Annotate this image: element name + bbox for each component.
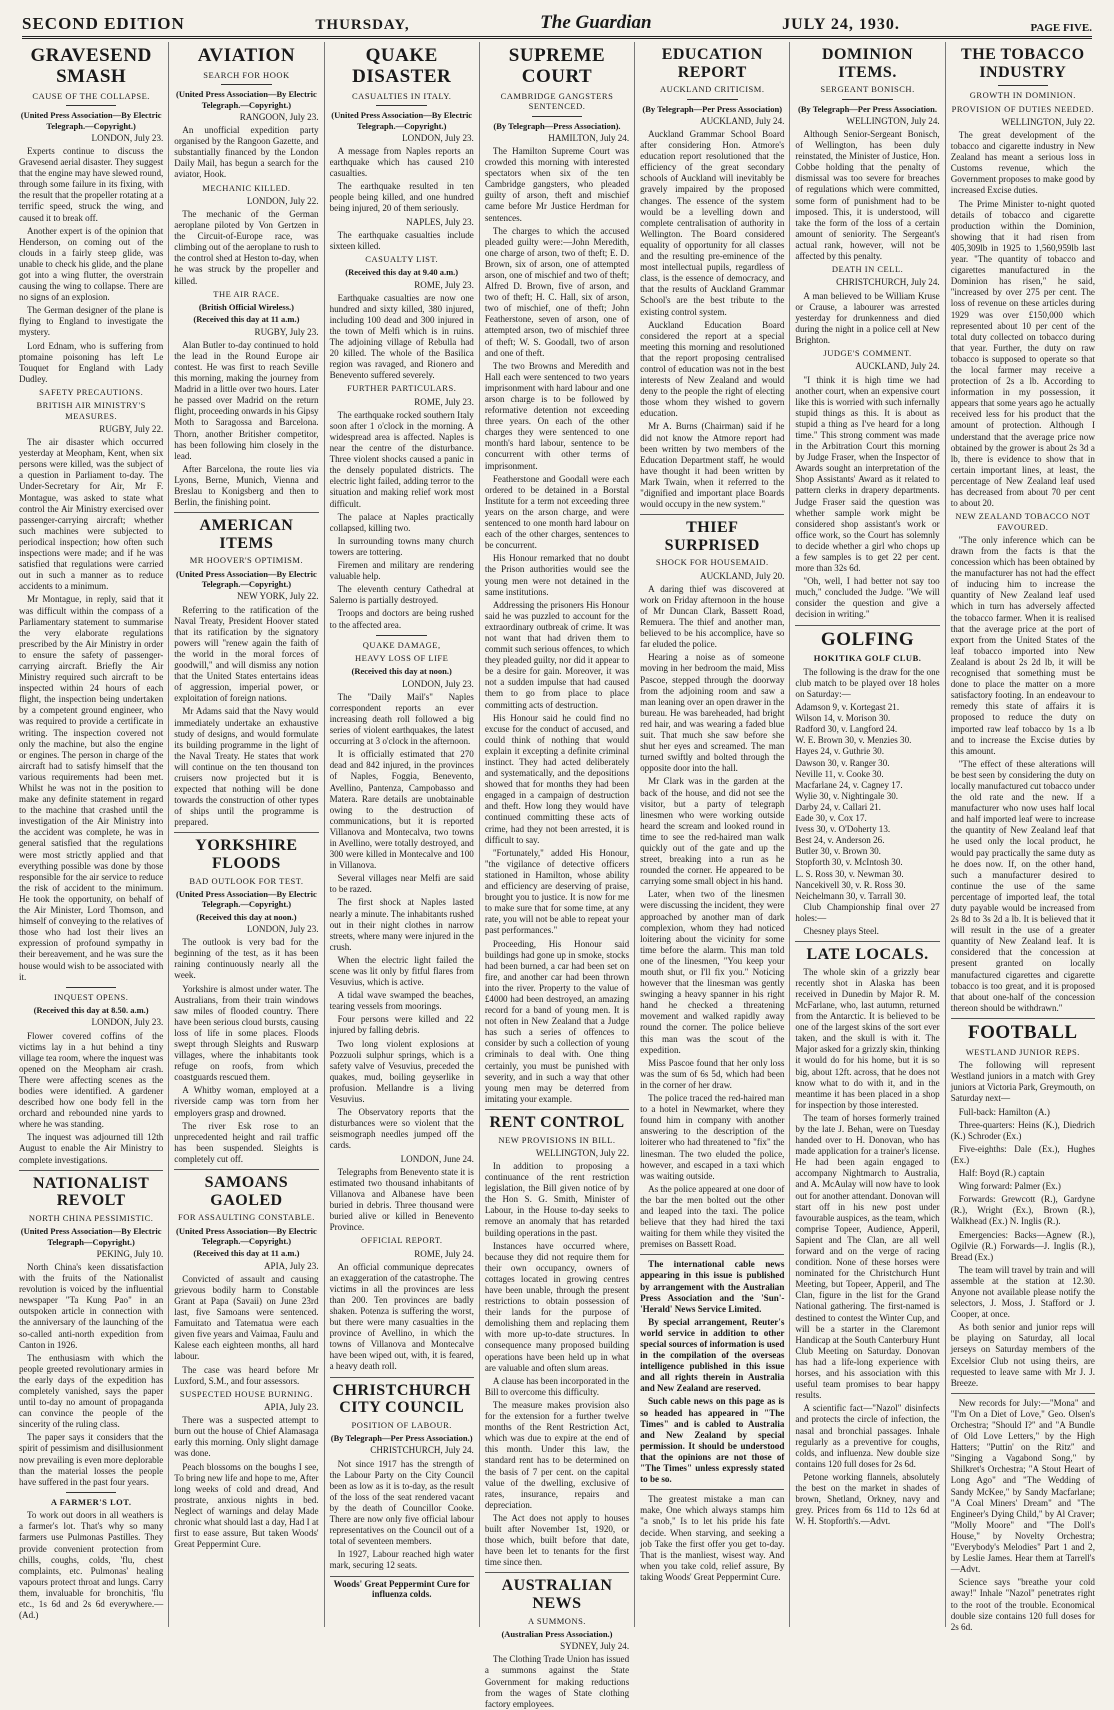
paragraph: In 1927, Labour reached high water mark, securing 12 seats. — [329, 1549, 474, 1571]
article-columns — [14, 42, 1100, 1709]
dateline: NEW YORK, July 22. — [236, 591, 319, 602]
subheadline: SHOCK FOR HOUSEMAID. — [655, 557, 769, 568]
subheadline: BAD OUTLOOK FOR TEST. — [189, 875, 304, 886]
dateline: CHRISTCHURCH, July 24. — [836, 277, 940, 288]
paragraph: Forwards: Grewcott (R.), Gardyne (R.), Wright (Ex.), Brown (R.), Walkhead (Ex.) N. Inglis (R.). — [950, 1194, 1095, 1227]
subheadline: POSITION OF LABOUR. — [351, 1419, 452, 1430]
paragraph: The mechanic of the German aeroplane piloted by Von Gertzen in the Circuit-of-Europe race, was climbing out of the aeroplane to rush to the control shed at Heston to-day, when he was struck by the propeller and killed. — [174, 208, 319, 286]
headline-football: FOOTBALL — [968, 1021, 1078, 1043]
weekday: THURSDAY, — [315, 17, 410, 33]
paragraph: The river Esk rose to an unprecedented height and rail traffic has been suspended. Sleights is completely cut off. — [174, 1120, 319, 1164]
golf-draw-list — [795, 702, 939, 902]
divider — [376, 105, 426, 106]
wire-credit: (United Press Association—By Electric Telegraph.—Copyright.) — [176, 1225, 317, 1246]
wire-credit: (United Press Association—By Electric Telegraph.—Copyright.) — [20, 110, 162, 131]
paragraph: "The only inference which can be drawn from the facts is that the concession which has been obtained by the manufacturer has not had the effect of inducing him to increase the quantity of New Zealand leaf used which in turn has adversely affected the tobacco farmer. When it is realised that the average price at the port of export from the United States of the leaf tobacco imported into New Zealand is about 2s 2d lb, it will be recognised that something must be done to place the matter on a more satisfactory footing. In an endeavour to remedy this state of affairs it is proposed to reduce the duty on imported raw leaf tobacco by 1s a lb and to increase the Excise duties by this amount. — [950, 534, 1095, 756]
list-item: Darby 24, v. Callari 21. — [795, 801, 881, 812]
list-item: Adamson 9, v. Kortegast 21. — [795, 702, 900, 713]
paragraph: North China's keen dissatisfaction with the fruits of the Nationalist revolution is voiced by the influential newspaper "Ta Kung Pao" in an outspoken article in connection with the anniversary of the launching of the so-called anti-north expedition from Canton in 1926. — [19, 1261, 164, 1350]
edition-label: SECOND EDITION — [22, 14, 185, 33]
list-item: Radford 30, v. Langford 24. — [795, 724, 898, 735]
headline-american-items: AMERICAN ITEMS — [199, 517, 294, 552]
headline-supreme-court: SUPREME COURT — [508, 45, 606, 87]
dateline: WELLINGTON, July 22. — [1001, 116, 1095, 127]
paragraph: The team of horses formerly trained by the late J. Behan, were on Tuesday handed over to H. Donovan, who has made application for a trainer's license. He had been again engaged to accompany Nightmarch to Australia, and A. McAulay will now have to look out for another attendant. Donovan will start off in his new post under favourable auspices, as the team, which comprise Topeer, Audience, Apperil, Sapient and The Clan, are all well forward and on the verge of racing condition. None of these horses were nominated for the Christchurch Hunt Meeting, but Topeer, Apperil, and The Clan, figure in the list for the Grand National gathering. The first-named is destined to contest the Winter Cup, and will be a starter in the Claremont Handicap at the South Canterbury Hunt Club Meeting on Saturday. Donovan has had a life-long experience with horses, and his association with this useful team promises to bear happy results. — [795, 1112, 940, 1401]
list-item: Hayes 24, v. Guthrie 30. — [795, 746, 884, 757]
paragraph: Experts continue to discuss the Gravesend aerial disaster. They suggest that the engine may have slewed round, through some failure in its fixing, with the result that the propeller rotating at a terrific speed, struck the wing, and caused it to break off. — [19, 145, 164, 223]
dateline: LONDON, July 23. — [402, 678, 474, 689]
divider — [485, 1109, 629, 1110]
received-note: (Received this day at noon.) — [196, 911, 297, 922]
divider — [951, 1018, 1095, 1019]
paragraph: The "Daily Mail's" Naples correspondent reports an ever increasing death roll followed a big series of violent earthquakes, the latest occurring at 3 o'clock in the afternoon. — [329, 691, 474, 747]
dateline: LONDON, July 23. — [402, 132, 474, 143]
headline-dominion-items: DOMINION ITEMS. — [821, 46, 914, 81]
paragraph: A Whitby woman, employed at a riverside camp was torn from her employers grasp and drowned. — [174, 1085, 319, 1118]
paragraph: Mr Montague, in reply, said that it was difficult within the compass of a Parliamentary statement to summarise the very elaborate regulations prescribed by the Air Ministry in order to ensure the safety of passenger-carrying aircraft. Briefly the Air Ministry required such aircraft to be inspected within 24 hours of each flight, the inspection being undertaken by a competent ground engineer, who was required to provide a certificate in writing. The inspection covered not only the machine, but also the engine or engines. The person in charge of the aircraft had to satisfy himself that the various requirements had been met. Whilst he was not in the position to make any definite statement in regard to the machine that crashed until the investigation of the Air Ministry into the accident was complete, he was in general satisfied that the regulations were most strictly applied and that everything possible was done by those responsible for the air service to reduce the risk of accident to the minimum. He took the opportunity, on behalf of the Air Minister, Lord Thomson, and himself of conveying to the relatives of those who had lost their lives an expression of profound sympathy in their bereavement, and he was sure the house would wish to be associated with it. — [19, 594, 164, 982]
paragraph: Flower covered coffins of the victims lay in a hut behind a tiny village tea room, where the inquest was opened on the Meopham air crash. There were affecting scenes as the bodies were identified. A gardener described how one body fell in the orchard and rebounded nine yards to where he was standing. — [19, 1030, 164, 1130]
paragraph: "I think it is high time we had another court, when an expensive court like this is worried with such infernally stupid things as this. It is about as stupid a thing as I've heard for a long time." This strong comment was made in the Arbitration Court this morning by Judge Fraser, when the Inspector of Awards sought an interpretation of the Shop Assistants' Award as it related to pattern clerks in drapery departments. Judge Fraser said the question was whether sample work might be considered shop assistant's work or office work, so the Court has solemnly to decide whether a girl who chops up a few samples is to get 22 per cent. more than 32s 6d. — [795, 374, 940, 574]
paragraph: Not since 1917 has the strength of the Labour Party on the City Council been as low as it is to-day, as the result of the loss of the seat rendered vacant by the death of Councillor Cooke. There are now only five official labour representatives on the Council out of a total of seventeen members. — [329, 1458, 474, 1547]
paragraph: The earthquake rocked southern Italy soon after 1 o'clock in the morning. A widespread area is affected. Naples is near the centre of the disturbance. Three violent shocks caused a panic in the densely populated districts. The electric light failed, adding terror to the situation and making relief work most difficult. — [329, 409, 474, 509]
newspaper-name: The Guardian — [540, 12, 652, 33]
headline-nationalist-revolt: NATIONALIST REVOLT — [32, 1174, 150, 1210]
paragraph: Another expert is of the opinion that Henderson, on coming out of the clouds in a fairly steep glide, was unable to check his glide, and the plane got into a wing flutter, the overstrain causing the wing to collapse. There are no signs of an explosion. — [19, 225, 164, 303]
cable-notice: The international cable news appearing in this issue is published by arrangement with the Australian Press Association and the 'Sun'-'Herald' News Service Limited. — [640, 1259, 785, 1314]
subheadline: OFFICIAL REPORT. — [360, 1235, 443, 1246]
dateline: AUCKLAND, July 24. — [700, 115, 785, 126]
subheadline: SAFETY PRECAUTIONS. — [39, 386, 144, 397]
paragraph: An official communique deprecates an exaggeration of the catastrophe. The victims in all the provinces are less than 200. Ten provinces are badly shaken. Potenza is suffering the worst, but there were many casualties in the province of Avellino, in which the towns of Villanova and Montecalve have been wiped out, with, it is feared, a heavy death roll. — [329, 1261, 474, 1372]
divider — [330, 1377, 474, 1378]
dateline: RANGOON, July 23. — [239, 111, 319, 122]
paragraph: Miss Pascoe found that her only loss was the sum of 6s 5d, which had been in the corner of her draw. — [640, 1057, 785, 1090]
divider — [795, 941, 939, 942]
paragraph: The earthquake resulted in ten people being killed, and one hundred being injured, 20 of them seriously. — [329, 181, 474, 214]
subheadline: INQUEST OPENS. — [53, 991, 129, 1002]
paragraph: The Clothing Trade Union has issued a summons against the State Government for making reductions from the wages of State clothing factory employees. — [484, 1654, 630, 1709]
dateline: APIA, July 23. — [263, 1402, 319, 1413]
wire-credit: (United Press Association—By Electric Telegraph.—Copyright.) — [176, 89, 317, 110]
dateline: PEKING, July 10. — [96, 1248, 164, 1259]
subheadline: NORTH CHINA PESSIMISTIC. — [28, 1212, 154, 1223]
advertisement: A scientific fact—"Nazol" disinfects and protects the circle of infection, the nasal and bronchial passages. Inhale regularly as a preventive for coughs, colds, and influenza. New double size contains 120 full doses for 2s 6d. — [795, 1403, 940, 1469]
paragraph: Club Championship final over 27 holes:— — [795, 901, 940, 923]
subheadline: BRITISH AIR MINISTRY'S MEASURES. — [36, 400, 146, 421]
wire-credit: (By Telegraph—Per Press Association) — [642, 103, 783, 114]
advertisement: Woods' Great Peppermint Cure for influenza colds. — [330, 1576, 474, 1601]
paragraph: The great development of the tobacco and cigarette industry in New Zealand has meant a serious loss in Customs revenue, which the Government proposes to make good by increased Excise duties. — [950, 130, 1095, 196]
divider — [485, 1572, 629, 1573]
advertisement: The greatest mistake a man can make, One which always stamps him "a snob," Is to let his pride his fate decide. When starving, and seeking a job Take the first offer you get to-day. That is the manliest, wisest way. And when you take cold, relief assure, By taking Woods' Great Peppermint Cure. — [640, 1494, 785, 1582]
divider — [174, 832, 318, 833]
subheadline: SERGEANT BONISCH. — [820, 84, 915, 95]
advertisement: Peach blossoms on the boughs I see, To bring new life and hope to me, After long weeks of cold and dread, And prostrate, anxious nights in bed. Neglect of warnings and delay Made chronic what should last a day, Had I at first to ease assure, But taken Woods' Great Peppermint Cure. — [174, 1461, 319, 1550]
paragraph: The Act does not apply to houses built after November 1st, 1920, or those which, built before that date, have been let to tenants for the first time since then. — [484, 1512, 630, 1568]
wire-credit: (Australian Press Association.) — [501, 1628, 613, 1639]
divider — [174, 512, 318, 513]
dateline: APIA, July 23. — [263, 1260, 319, 1271]
headline-australian-news: AUSTRALIAN NEWS — [501, 1577, 613, 1612]
subheadline: AUCKLAND CRITICISM. — [660, 84, 765, 95]
paragraph: The outlook is very bad for the beginning of the test, as it has been raining continuously nearly all the week. — [174, 937, 319, 981]
headline-rent-control: RENT CONTROL — [489, 1113, 625, 1131]
paragraph: His Honour remarked that no doubt the Prison authorities would see the young men were not detained in the same institutions. — [484, 553, 630, 597]
headline-gravesend-smash: GRAVESEND SMASH — [30, 45, 152, 87]
subheadline: FURTHER PARTICULARS. — [347, 383, 457, 394]
subheadline: MR HOOVER'S OPTIMISM. — [189, 555, 304, 566]
wire-credit: (United Press Association—By Electric Telegraph.—Copyright.) — [176, 889, 317, 910]
paragraph: A daring thief was discovered at work on Friday afternoon in the house of Mr Duncan Clark, Bassett Road, Remuera. The thief and another man, believed to be his accomplice, have so far eluded the police. — [640, 583, 785, 650]
paragraph: As the police appeared at one door of the bar the men bolted out the other and leaped into the taxi. The police believe that they had hired the taxi waiting for them while they visited the premises on Bassett Road. — [640, 1183, 785, 1250]
received-note: (Received this day at 11 a.m.) — [193, 314, 300, 325]
list-item: Dawson 30, v. Ranger 30. — [795, 757, 890, 768]
dateline: RUGBY, July 23. — [254, 326, 319, 337]
paragraph: Later, when two of the linesmen were discussing the incident, they were approached by another man of dark complexion, whom they had noticed loitering about the vicinity for some time before the alarm. This man told one of the linesmen, "You keep your mouth shut, or I'll fix you." Noticing however that the linesman was gently swinging a heavy spanner in his right hand he checked a threatening movement and walked rapidly away round the corner. The police believe this man was the scout of the expedition. — [640, 889, 785, 1055]
wire-credit: (United Press Association—By Electric Telegraph.—Copyright.) — [176, 568, 317, 590]
paragraph: Troops and doctors are being rushed to the affected area. — [329, 608, 474, 630]
subheadline: CAMBRIDGE GANGSTERS SENTENCED. — [500, 90, 614, 112]
masthead — [22, 6, 1092, 39]
wire-credit: (By Telegraph—Per Press Association.) — [330, 1433, 473, 1444]
paragraph: Telegraphs from Benevento state it is estimated two thousand inhabitants of Villanova and Albanese have been buried in debris. Three thousand were buried alive or killed in Benevento Province. — [329, 1166, 474, 1233]
dateline: ROME, July 23. — [414, 396, 474, 407]
column-3 — [324, 42, 479, 1627]
paragraph: Five-eighths: Dale (Ex.), Hughes (Ex.) — [950, 1143, 1095, 1165]
paragraph: Auckland Education Board considered the report at a special meeting this morning and resolutioned that the report proposing centralised control of education was not in the best interests of New Zealand and would deny to the people the right of electing those whom they wished to govern education. — [640, 319, 785, 419]
paragraph: In addition to proposing a continuance of the rent restriction legislation, the Bill given notice of by the Hon S. G. Smith, Minister of Labour, in the House to-day seeks to remove an anomaly that has retarded building operations in the past. — [484, 1160, 630, 1238]
dateline: WELLINGTON, July 22. — [535, 1147, 630, 1158]
dateline: LONDON, June 24. — [400, 1153, 474, 1164]
wire-credit: (United Press Association—By Electric Telegraph.—Copyright.) — [331, 110, 473, 131]
paragraph: The Prime Minister to-night quoted details of tobacco and cigarette production within the Dominion, showing that it had risen from 405,309lb in 1925 to 1,560,959lb last year. "The quantity of tobacco and cigarettes manufactured in the Dominion has risen," he said, "increased by over 275 per cent. The loss of revenue on these articles during 1929 was over £150,000 which represented about 10 per cent of the total duty collected on tobacco during that year. Further, the duty on raw tobacco is supposed to operate so that the local farmer may receive a protection of 2s a lb. According to information in my possession, it appears that some years ago he actually received less for his product that the amount of protection. Although I understand that the average price now obtained by the grower is about 2s 3d a lb, there is evidence to show that in certain important lines, at least, the percentage of New Zealand leaf used has decreased from about 70 per cent to about 20. — [950, 198, 1095, 509]
headline-yorkshire-floods: YORKSHIRE FLOODS — [195, 837, 298, 873]
dateline: AUCKLAND, July 20. — [700, 570, 785, 581]
list-item: Stopforth 30, v. McIntosh 30. — [795, 857, 903, 868]
divider — [19, 1170, 163, 1171]
dateline: NAPLES, July 23. — [406, 216, 474, 227]
paragraph: The German designer of the plane is flying to England to investigate the mystery. — [19, 305, 164, 338]
paragraph: Convicted of assault and causing grievous bodily harm to Constable Grant at Papa (Savaii) on June 23rd last, five Samoans were sentenced. Famuitato and Tatematua were each given five years and Vaimaa, Faulu and Kalese each eighteen months, all hard labour. — [174, 1273, 319, 1362]
subheadline: SEARCH FOR HOOK — [203, 69, 290, 80]
divider — [66, 987, 116, 988]
paragraph: Although Senior-Sergeant Bonisch, of Wellington, has been duly reinstated, the Minister of Justice, Hon. Cobbe holding that the penalty of dismissal was too severe for breaches of regulations which were committed, some form of punishment had to be imposed. This, it is understood, will take the form of the loss of a certain amount of seniority. The Sergeant's actual rank, however, will not be affected by this penalty. — [795, 129, 940, 262]
paragraph: When the electric light failed the scene was lit only by fitful flares from Vesuvius, which is active. — [329, 954, 474, 988]
dateline: LONDON, July 23. — [91, 132, 164, 143]
paragraph: The police traced the red-haired man to a hotel in Newmarket, where they found him in company with another answering to the description of the loiterer who had threatened to "fix" the linesman. The two eluded the police, however, and escaped in a taxi which was waiting outside. — [640, 1093, 785, 1181]
subheadline: NEW ZEALAND TOBACCO NOT FAVOURED. — [955, 511, 1091, 532]
paragraph: The eleventh century Cathedral at Salerno is partially destroyed. — [329, 584, 474, 606]
dateline: HAMILTON, July 24. — [548, 132, 630, 143]
divider — [174, 1169, 318, 1170]
paragraph: Addressing the prisoners His Honour said he was puzzled to account for the extraordinary outbreak of crime. It was not want that had driven them to commit such serious offences, to which they pleaded guilty, nor did it appear to be a desire for gain. Moreover, it was not a sudden impulse that had caused them to go from place to place committing acts of destruction. — [484, 599, 630, 710]
column-1 — [14, 42, 168, 1627]
divider — [687, 99, 737, 100]
paragraph: The inquest was adjourned till 12th August to enable the Air Ministry to complete investigations. — [19, 1132, 164, 1165]
subheadline: HEAVY LOSS OF LIFE — [355, 652, 449, 663]
paragraph: Mr A. Burns (Chairman) said if he did not know the Atmore report had been written by two members of the Education Department staff, he would have thought it had been written by Mark Twain, when it referred to the "dignified and important place Boards would occupy in the new system." — [640, 421, 785, 510]
paragraph: A man believed to be William Kruse or Crause, a labourer was arrested yesterday for drunkenness and died during the night in a police cell at New Brighton. — [795, 290, 940, 345]
advertisement: To work out doors in all weathers is a farmer's lot. That's why so many farmers use Pulmonas Pastilles. They provide convenient protection from chills, coughs, colds, 'flu, chest complaints, etc. Pulmonas' healing vapours protect throat and lungs. Carry them, invaluable for bronchitis, 'flu etc., 1s 6d and 2s 6d everywhere.—(Ad.) — [19, 1510, 164, 1621]
list-item: W. E. Brown 30, v. Menzies 30. — [795, 735, 912, 746]
received-note: (Received this day at noon.) — [351, 666, 452, 677]
subheadline: THE AIR RACE. — [213, 288, 280, 299]
subheadline: JUDGE'S COMMENT. — [823, 348, 912, 359]
paragraph: Four persons were killed and 22 injured by falling debris. — [329, 1014, 474, 1036]
subheadline: FOR ASSAULTING CONSTABLE. — [177, 1212, 315, 1223]
headline-education-report: EDUCATION REPORT — [661, 46, 763, 81]
wire-credit: (United Press Association—By Electric Telegraph—Copyright.) — [20, 1226, 162, 1247]
divider — [795, 625, 939, 626]
list-item: Wylie 30, v. Nightingale 30. — [795, 790, 899, 801]
column-6 — [789, 42, 944, 1627]
headline-aviation: AVIATION — [197, 45, 296, 66]
paragraph: Emergencies: Backs—Agnew (R.), Ogilvie (R.) Forwards—J. Inglis (R.), Bread (Ex.) — [950, 1229, 1095, 1262]
list-item: Nancekivell 30, v. R. Ross 30. — [795, 879, 906, 890]
list-item: L. S. Ross 30, v. Newman 30. — [795, 868, 904, 879]
paragraph: Several villages near Melfi are said to be razed. — [329, 873, 474, 895]
advertisement: Petone working flannels, absolutely the best on the market in shades of brown, Shetland, Orkney, navy and grey. Prices from 6s 11d to 12s 6d at W. H. Stopforth's.—Advt. — [795, 1471, 940, 1527]
paragraph: Three-quarters: Heins (K.), Diedrich (K.) Schroder (Ex.) — [950, 1119, 1095, 1141]
paragraph: The paper says it considers that the spirit of pessimism and disillusionment now prevailing is even more deplorable than the material losses the people have suffered in the past four years. — [19, 1432, 164, 1487]
list-item: Best 24, v. Anderson 26. — [795, 835, 885, 846]
column-2 — [168, 42, 323, 1627]
dateline: LONDON, July 23. — [246, 924, 319, 935]
paragraph: The following will represent Westland juniors in a match with Grey juniors at Victoria Park, Greymouth, on Saturday next— — [950, 1060, 1095, 1104]
subheadline: PROVISION OF DUTIES NEEDED. — [951, 103, 1095, 114]
issue-date: JULY 24, 1930. — [782, 16, 900, 33]
paragraph: A message from Naples reports an earthquake which has caused 210 casualties. — [329, 145, 474, 179]
dateline: ROME, July 23. — [414, 279, 474, 290]
paragraph: His Honour said he could find no excuse for the conduct of accused, and could think of nothing that would explain it excepting a definite criminal instinct. They had acted deliberately and systematically, and the depositions showed that for months they had been engaged in a campaign of destruction and theft. How long they would have continued committing these acts of crime, had they not been arrested, it is difficult to say. — [484, 712, 630, 845]
paragraph: Auckland Grammar School Board after considering Hon. Atmore's education report resolutioned that the efficiency of the great secondary schools of Auckland will inevitably be gravely impaired by the proposed changes. The essence of the system would be a levelling down and complete centralisation of authority in Wellington. The Board considered equality of opportunity for all classes and the resulting pre-eminence of the most intellectual pupils, regardless of class, is the essence of democracy, and that the results of Auckland Grammar School's are the best tribute to the existing control system. — [640, 129, 785, 317]
page-number: PAGE FIVE. — [1030, 22, 1092, 34]
paragraph: Yorkshire is almost under water. The Australians, from their train windows saw miles of flooded country. There have been serious cloud bursts, causing loss of life in some places. Floods swept through Sleights and Ruswarp villages, where the inhabitants took refuge on roofs, from which coastguards rescued them. — [174, 983, 319, 1083]
paragraph: Two long violent explosions at Pozzuoli sulphur springs, which is a safety valve of Vesuvius, preceded the quakes, mud, boiling geyserlike in profusion. Mellandre is a living Vesuvius. — [329, 1038, 474, 1105]
paragraph: In surrounding towns many church towers are tottering. — [329, 535, 474, 557]
subheadline: MECHANIC KILLED. — [202, 182, 291, 193]
paragraph: The whole skin of a grizzly bear recently shot in Alaska has been received in Dunedin by Major R. M. McFarlane, who, last autumn, returned from the Antarctic. It is believed to be one of the largest skins of the sort ever taken, and the skull is with it. The Major asked for a grizzly skin, thinking it would do for his home, but it is so big, about 12ft. across, that he does not know what to do with it, and in the meantime it has been placed in a shop for inspection by those interested. — [795, 966, 940, 1110]
wire-credit: (British Official Wireless.) — [198, 302, 294, 312]
divider — [951, 1393, 1095, 1394]
received-note: (Received this day at 9.40 a.m.) — [345, 267, 459, 278]
divider — [640, 1489, 784, 1490]
paragraph: Wing forward: Palmer (Ex.) — [958, 1181, 1061, 1192]
subheadline: SUSPECTED HOUSE BURNING. — [179, 1388, 313, 1399]
headline-late-locals: LATE LOCALS. — [806, 946, 929, 964]
subheadline: CAUSE OF THE COLLAPSE. — [32, 90, 150, 101]
list-item: Butler 30, v. Brown 30. — [795, 846, 881, 857]
paragraph: "Fortunately," added His Honour, "the vigilance of detective officers stationed in Hamilton, whose ability and efficiency are deserving of praise, brought you to justice. It is now for me to make sure that for some time, at any rate, you will not be able to repeat your past performances." — [484, 847, 630, 936]
headline-tobacco-industry: THE TOBACCO INDUSTRY — [961, 46, 1085, 81]
list-item: Eade 30, v. Cox 17. — [795, 813, 867, 824]
subheadline: GROWTH IN DOMINION. — [969, 90, 1076, 101]
paragraph: Earthquake casualties are now one hundred and sixty killed, 380 injured, including 100 dead and 300 injured in the town of Melfi which is in ruins. The adjoining village of Rebulla had 20 killed. The whole of the Basilica region was ravaged, and Rionero and Benevento suffered severely. — [329, 292, 474, 381]
paragraph: Alan Butler to-day continued to hold the lead in the Round Europe air contest. He was first to reach Seville this morning, making the journey from Madrid in a little over two hours. Later he passed over Madrid on the return flight, proceeding onwards in his Gipsy Moth to Saragossa and Barcelona. Thorn, another Britisher competitor, has been following him closely in the lead. — [174, 339, 319, 461]
paragraph: The air disaster which occurred yesterday at Meopham, Kent, when six persons were killed, was the subject of a question in Parliament to-day. The Under-Secretary for Air, Mr F. Montague, was asked to state what control the Air Ministry exercised over passenger-carrying aircraft; whether such machines were subjected to periodical inspection; how often such inspections were made; and if he was satisfied that regulations were carried out in such a manner as to reduce accidents to a minimum. — [19, 437, 164, 592]
received-note: (Received this day at 8.50. a.m.) — [33, 1005, 149, 1016]
column-4 — [479, 42, 634, 1709]
paragraph: As both senior and junior reps will be playing on Saturday, all local jerseys on Saturday members of the Excelsior Club not using theirs, are requested to leave same with Mr J. J. Breeze. — [950, 1322, 1095, 1388]
paragraph: "The effect of these alterations will be best seen by considering the duty on locally manufactured cut tobacco under the old rate and the new. If a manufacturer who now uses half local and half imported leaf were to increase the quantity of New Zealand leaf that he used only the local product, he would pay practically the same duty as he does now. If, on the other hand, such a manufacturer desired to continue the use of the same percentage of imported leaf, the total duty payable would be increased from 2s 8d to 3s 2d a lb. It is believed that it will result in the use of a greater quantity of New Zealand leaf. It is considered that the concession at present granted on locally manufactured cigarettes and cigarette tobacco is too great, and it is proposed that about one-half of the concession thereon should be withdrawn." — [950, 758, 1095, 1013]
paragraph: The case was heard before Mr Luxford, S.M., and four assessors. — [174, 1364, 319, 1386]
paragraph: The team will travel by train and will assemble at the station at 12.30. Anyone not available please notify the selectors, J. Moss, J. Stafford or J. Cooper, at once. — [950, 1264, 1095, 1320]
advertisement: Science says "breathe your cold away!" Inhale "Nazol" penetrates right to the root of the trouble. Economical double size contains 120 full doses for 2s 6d. — [950, 1577, 1095, 1632]
headline-golfing: GOLFING — [820, 628, 915, 650]
paragraph: Lord Ednam, who is suffering from ptomaine poisoning has left Le Touquet for England with Lady Dudley. — [19, 340, 164, 384]
paragraph: Featherstone and Goodall were each ordered to be detained in a Borstal Institute for a term not exceeding three years on the arson charge, and were sentenced to one month hard labour on each of the other charges, sentences to be concurrent. — [484, 473, 630, 551]
subheadline: NEW PROVISIONS IN BILL. — [498, 1134, 616, 1145]
paragraph: "Oh, well, I had better not say too much," concluded the Judge. "We will consider the question and give a decision in writing." — [795, 576, 940, 620]
divider — [640, 1254, 784, 1255]
divider — [998, 85, 1048, 86]
divider — [842, 99, 892, 100]
paragraph: Instances have occurred where, because they did not require them for their own occupancy, owners of cottages located in growing centres have been unable, through the present restrictions to obtain possession of their lands for the purpose of demolishing them and replacing them with more up-to-date structures. In consequence many proposed building operations have been held up in what are valuable and often slum areas. — [484, 1240, 630, 1373]
dateline: ROME, July 24. — [414, 1248, 474, 1259]
advertisement: New records for July:—"Mona" and "I'm On a Diet of Love," Geo. Olsen's Orchestra; "Should I?" and "A Bundle of Old Love Letters," by the High Hatters; "Puttin' on the Ritz" and "Singing a Vagabond Song," by Shilkret's Orchestra; "A Stout Heart of Long Ago" and "The Wedding of Sandy McKee," by Sandy Macfarlane; "A Coal Miners' Dream" and "The Engineer's Dying Child," by Al Craver; "Molly Moore" and "The Doll's House," by Novelty Orchestra; "Everybody's Melodies" Part 1 and 2, by Leslie James. Hear them at Tarrell's—Advt. — [950, 1397, 1095, 1575]
subheadline: WESTLAND JUNIOR REPS. — [965, 1046, 1080, 1057]
paragraph: Half: Boyd (R.) captain — [958, 1168, 1045, 1179]
paragraph: The first shock at Naples lasted nearly a minute. The inhabitants rushed out in their night clothes in narrow streets, where many were injured in the crush. — [329, 897, 474, 952]
divider — [66, 105, 116, 106]
dateline: SYDNEY, July 24. — [560, 1641, 630, 1652]
paragraph: The two Browns and Meredith and Hall each were sentenced to two years imprisonment with hard labour and one arson charge is to be followed by reformative detention not exceeding three years. On each of the other charges they were sentenced to one month's hard labour, sentence to be concurrent with other terms of imprisonment. — [484, 360, 630, 471]
wire-credit: (By Telegraph—Per Press Association. — [798, 103, 938, 114]
paragraph: There was a suspected attempt to burn out the house of Chief Alamasaga early this morning. Only slight damage was done. — [174, 1415, 319, 1459]
list-item: Macfarlane 24, v. Cagney 17. — [795, 779, 903, 790]
paragraph: The Observatory reports that the disturbances were so violent that the seismograph needles jumped off the cards. — [329, 1107, 474, 1151]
received-note: (Received this day at 11 a.m.) — [193, 1248, 300, 1259]
paragraph: The following is the draw for the one club match to be played over 18 holes on Saturday:— — [795, 666, 940, 699]
paragraph: Referring to the ratification of the Naval Treaty, President Hoover stated that its ratification by the signatory powers will "renew again the faith of the world in the moral forces of goodwill," and will dismiss any notion that the United States entertains ideas of aggression, imperial power, or exploitation of foreign nations. — [174, 604, 319, 704]
paragraph: Mr Adams said that the Navy would immediately undertake an exhaustive study of designs, and would formulate its building programme in the light of the Naval Treaty. He states that work will continue on the ten thousand ton cruisers now projected but it is expected that nothing will be done towards the construction of other types of ships until the programme is prepared. — [174, 706, 319, 828]
dateline: RUGBY, July 22. — [99, 424, 164, 434]
subheadline: CASUALTY LIST. — [365, 253, 439, 264]
list-item: Neichelmann 30, v. Tarrall 30. — [795, 890, 906, 901]
list-item: Neville 11, v. Cooke 30. — [795, 768, 884, 779]
paragraph: Proceeding, His Honour said buildings had gone up in smoke, stocks had been burned, a car had been set on fire, and another car had been thrown into the river. Property to the value of £4000 had been destroyed, an amazing record for a band of young men. It is not often in New Zealand that a Judge has such a series of offences to consider by such a collection of young criminals to deal with. One thing certainly, you must be punished with severity, and in such a way that other young men may be deterred from imitating your example. — [484, 938, 630, 1104]
dateline: LONDON, July 22. — [246, 195, 319, 206]
cable-notice: Such cable news on this page as is so headed has appeared in "The Times" and is cabled to Australia and New Zealand by special permission. It should be understood that the opinions are not those of "The Times" unless expressly stated to be so. — [640, 1396, 785, 1485]
list-item: Ivess 30, v. O'Doherty 13. — [795, 824, 891, 835]
paragraph: Chesney plays Steel. — [803, 925, 879, 936]
column-5 — [634, 42, 789, 1627]
headline-thief-surprised: THIEF SURPRISED — [664, 519, 760, 554]
paragraph: The charges to which the accused pleaded guilty were:—John Meredith, one charge of arson, two of theft; E. D. Brown, six of arson, one of attempted arson, one of mischief and two of theft; Alfred D. Brown, five of arson, and two of theft; H. C. Hall, six of arson, two of mischief, one of theft; John Featherstone, seven of arson, one of attempted arson, two of mischief three of theft; W. S. Goodall, two of arson and one of theft. — [484, 225, 630, 358]
divider — [221, 84, 271, 85]
headline-samoans-gaoled: SAMOANS GAOLED — [204, 1174, 289, 1209]
paragraph: It is officially estimated that 270 dead and 842 injured, in the provinces of Naples, Foggia, Benevento, Avellino, Pantenza, Campobasso and Matera. Rare details are unobtainable owing to the destruction of communications, but it is reported Villanova and Montecalva, two towns in Avellino, were totally destroyed, and 300 were killed in Montecalve and 100 in Villanova. — [329, 749, 474, 871]
headline-quake-disaster: QUAKE DISASTER — [352, 45, 452, 87]
subheadline: QUAKE DAMAGE, — [362, 639, 441, 650]
wire-credit: (By Telegraph—Press Association). — [493, 120, 621, 131]
dateline: AUCKLAND, July 24. — [855, 361, 940, 372]
divider — [66, 1492, 116, 1493]
paragraph: The Hamilton Supreme Court was crowded this morning with interested spectators when six of the ten Cambridge gangsters, who pleaded guilty of arson, theft and mischief came before Mr Justice Herdman for sentences. — [484, 145, 630, 223]
cable-notice: By special arrangement, Reuter's world service in addition to other special sources of information is used in the compilation of the overseas intelligence published in this issue and all rights therein in Australia and New Zealand are reserved. — [640, 1316, 785, 1394]
paragraph: A clause has been incorporated in the Bill to overcome this difficulty. — [484, 1375, 630, 1397]
subheadline: A FARMER'S LOT. — [50, 1496, 132, 1507]
headline-christchurch-city-council: CHRISTCHURCH CITY COUNCIL — [332, 1381, 471, 1417]
subheadline: CASUALTIES IN ITALY. — [352, 90, 452, 101]
paragraph: Hearing a noise as of someone moving in her bedroom the maid, Miss Pascoe, stepped through the doorway from the adjoining room and saw a man leaning over an open drawer in the bureau. He was bareheaded, had bright red hair, and was wearing a faded blue suit. That much she saw before she shut her eyes and screamed. The man turned swiftly and bolted through the opposite door into the hall. — [640, 652, 785, 774]
divider — [640, 514, 784, 515]
subheadline: DEATH IN CELL. — [831, 264, 904, 275]
subheadline: A SUMMONS. — [528, 1615, 586, 1626]
paragraph: After Barcelona, the route lies via Lyons, Berne, Munich, Vienna and Breslau to Konigsberg and then to Berlin, the finishing point. — [174, 463, 319, 508]
paragraph: Full-back: Hamilton (A.) — [958, 1106, 1050, 1117]
divider — [376, 635, 426, 636]
list-item: Wilson 14, v. Morison 30. — [795, 713, 891, 724]
dateline: LONDON, July 23. — [91, 1017, 164, 1028]
paragraph: The earthquake casualties include sixteen killed. — [329, 229, 474, 251]
column-7 — [945, 42, 1100, 1632]
paragraph: An unofficial expedition party organised by the Rangoon Gazette, and substantially financed by the London Daily Mail, has begun a search for the aviator, Hook. — [174, 125, 319, 180]
divider — [532, 116, 582, 117]
paragraph: The measure makes provision also for the extension for a further twelve months of the Rent Restriction Act, which was due to expire at the end of this month. Under this law, the standard rent has to be determined on the basis of 7 per cent. on the capital value of the dwelling, exclusive of rates, insurance, repairs and depreciation. — [484, 1399, 630, 1510]
paragraph: A tidal wave swamped the beaches, tearing vessels from moorings. — [329, 990, 474, 1012]
paragraph: The enthusiasm with which the people greeted revolutionary armies in the early days of the expedition has completely vanished, says the paper until to-day no amount of propaganda can convince the people of the sincerity of the ruling class. — [19, 1352, 164, 1430]
dateline: CHRISTCHURCH, July 24. — [370, 1445, 474, 1456]
subheadline: HOKITIKA GOLF CLUB. — [813, 653, 922, 664]
paragraph: Mr Clark was in the garden at the back of the house, and did not see the visitor, but a party of telegraph linesmen who were working outside heard the scream and looked round in time to see the red-haired man walk quickly out of the gate and up the street, breaking into a run as he rounded the corner. He appeared to be carrying some small object in his hand. — [640, 776, 785, 887]
paragraph: Firemen and military are rendering valuable help. — [329, 560, 474, 582]
dateline: WELLINGTON, July 24. — [846, 115, 940, 126]
paragraph: The palace at Naples practically collapsed, killing two. — [329, 511, 474, 533]
